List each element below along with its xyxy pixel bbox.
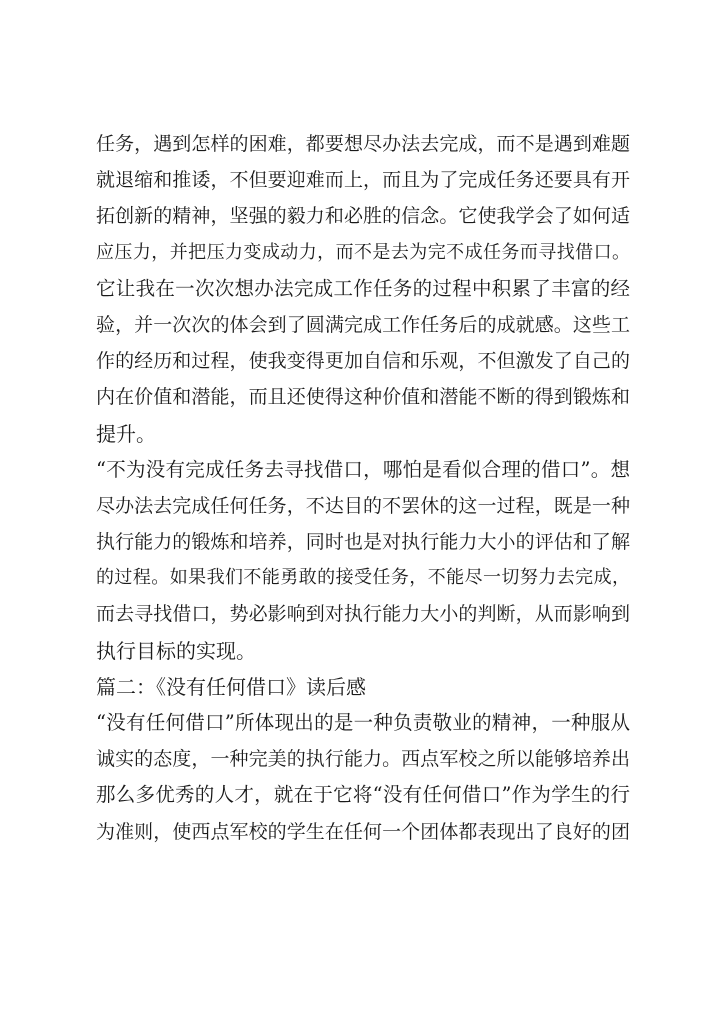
section-heading: 篇二：《没有任何借口》读后感 (96, 674, 366, 699)
text-line: 而去寻找借口，势必影响到对执行能力大小的判断，从而影响到 (96, 603, 630, 626)
text-line: 的过程。如果我们不能勇敢的接受任务，不能尽一切努力去完成， (96, 567, 630, 589)
text-line: 那么多优秀的人才，就在于它将“没有任何借口”作为学生的行 (96, 783, 630, 807)
text-line: “不为没有完成任务去寻找借口，哪怕是看似合理的借口”。想 (96, 457, 630, 481)
text-line: 尽办法去完成任何任务，不达目的不罢休的这一过程，既是一种 (96, 494, 630, 517)
text-line: 应压力，并把压力变成动力，而不是去为完不成任务而寻找借口。 (96, 241, 630, 263)
text-line: 内在价值和潜能，而且还使得这种价值和潜能不断的得到锻炼和 (96, 386, 630, 409)
document-body (96, 126, 630, 850)
text-line: 为准则，使西点军校的学生在任何一个团体都表现出了良好的团 (96, 820, 630, 843)
text-line: 拓创新的精神，坚强的毅力和必胜的信念。它使我学会了如何适 (96, 205, 630, 228)
text-line: 执行目标的实现。 (96, 638, 256, 663)
text-line: 它让我在一次次想办法完成工作任务的过程中积累了丰富的经 (96, 276, 630, 300)
text-line: 执行能力的锻炼和培养，同时也是对执行能力大小的评估和了解 (96, 531, 630, 554)
text-line: “没有任何借口”所体现出的是一种负责敬业的精神，一种服从 (96, 711, 630, 734)
text-line: 诚实的态度，一种完美的执行能力。西点军校之所以能够培养出 (96, 748, 630, 771)
text-line: 任务，遇到怎样的困难，都要想尽办法去完成，而不是遇到难题 (96, 133, 630, 155)
text-line: 就退缩和推诿，不但要迎难而上，而且为了完成任务还要具有开 (96, 169, 630, 192)
text-line: 作的经历和过程，使我变得更加自信和乐观，不但激发了自己的 (96, 350, 630, 373)
text-line: 提升。 (96, 421, 156, 446)
text-line: 验，并一次次的体会到了圆满完成工作任务后的成就感。这些工 (96, 313, 630, 336)
